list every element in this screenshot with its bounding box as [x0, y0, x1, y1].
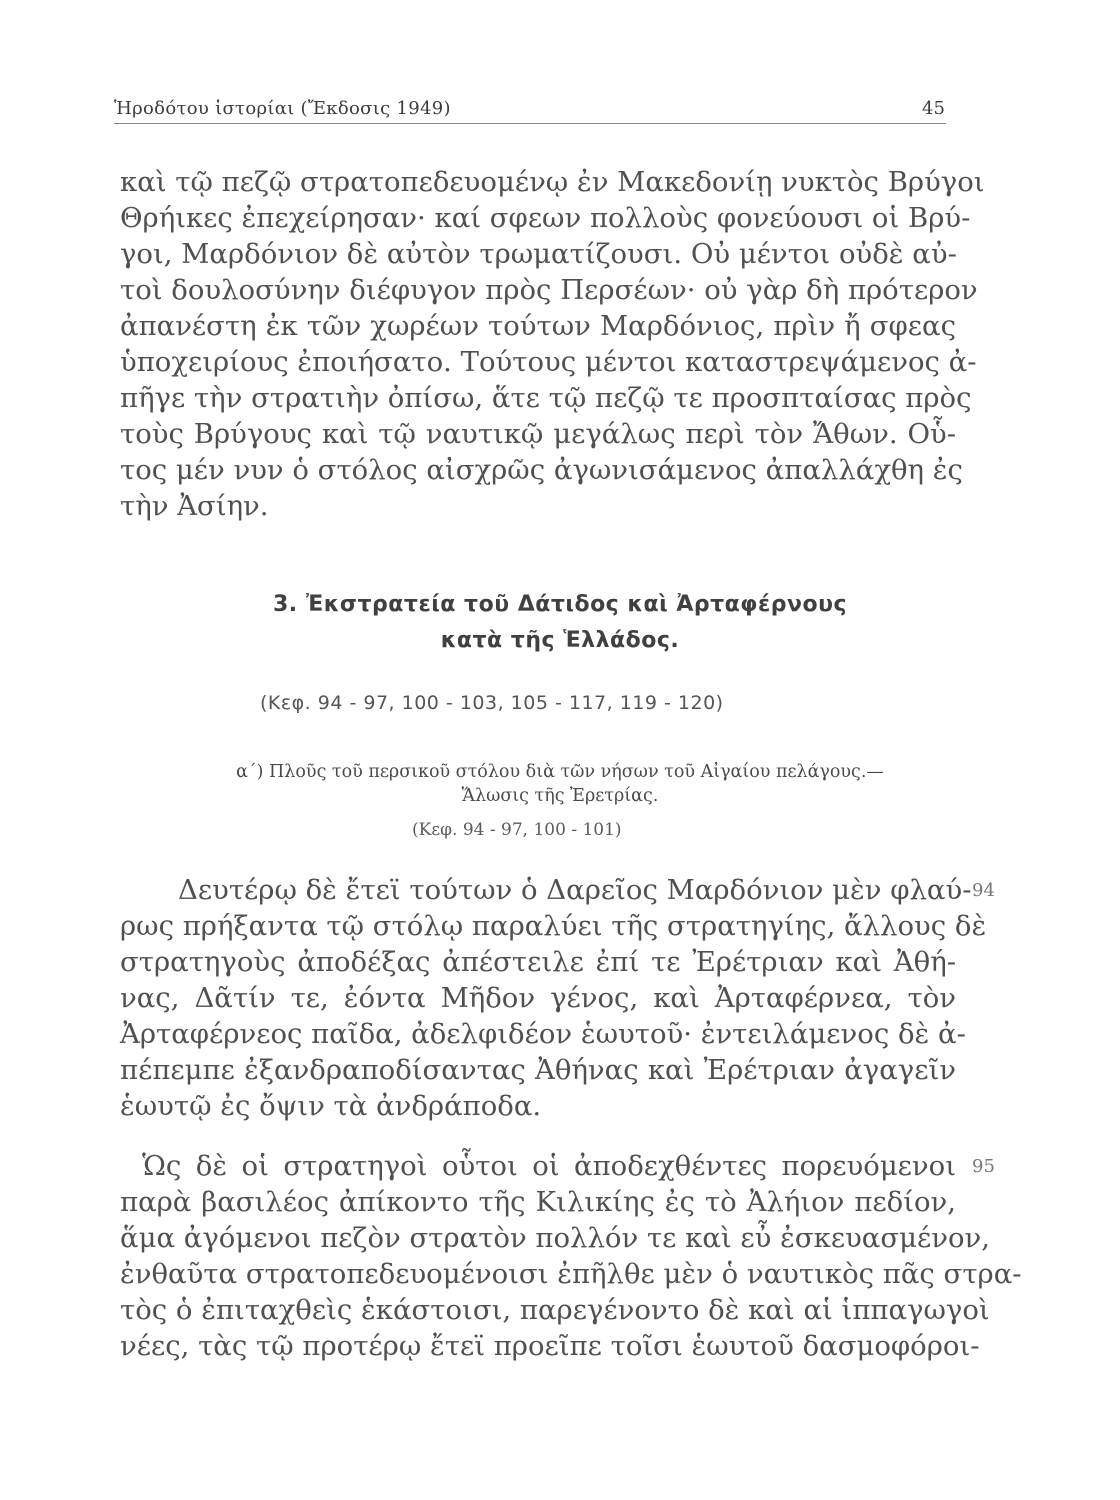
chapter-title: 3. Ἐκστρατεία τοῦ Δάτιδος καὶ Ἀρταφέρνους [273, 592, 847, 617]
text-line: νέες, τὰς τῷ προτέρῳ ἔτεϊ προεῖπε τοῖσι ἑωυτοῦ δασμοφόροι- [120, 1330, 980, 1362]
text-line: Δευτέρῳ δὲ ἔτεϊ τούτων ὁ Δαρεῖος Μαρδόνιον μὲν φλαύ- [178, 874, 972, 906]
marginal-chapter-number: 94 [972, 880, 995, 901]
subsection-reference: (Κεφ. 94 - 97, 100 - 101) [412, 820, 622, 840]
running-title: Ἡροδότου ἱστορίαι (Ἔκδοσις 1949) [114, 98, 451, 119]
text-line: τὴν Ἀσίην. [120, 490, 269, 522]
text-line: πέπεμπε ἐξανδραποδίσαντας Ἀθήνας καὶ Ἐρέτριαν ἀγαγεῖν [120, 1054, 956, 1086]
text-line: ρως πρήξαντα τῷ στόλῳ παραλύει τῆς στρατηγίης, ἄλλους δὲ [120, 910, 987, 942]
chapter-title-continued: κατὰ τῆς Ἑλλάδος. [440, 628, 680, 653]
chapter-reference: (Κεφ. 94 - 97, 100 - 103, 105 - 117, 119 - 120) [260, 692, 724, 714]
text-line: τὸς ὁ ἐπιταχθεὶς ἑκάστοισι, παρεγένοντο δὲ καὶ αἱ ἱππαγωγοὶ [120, 1294, 990, 1326]
text-line: τος μέν νυν ὁ στόλος αἰσχρῶς ἀγωνισάμενος ἀπαλλάχθη ἐς [120, 454, 963, 486]
text-line: νας, Δᾶτίν τε, ἐόντα Μῆδον γένος, καὶ Ἀρταφέρνεα, τὸν [120, 982, 956, 1014]
text-line: τοὶ δουλοσύνην διέφυγον πρὸς Περσέων· οὐ γὰρ δὴ πρότερον [120, 274, 978, 306]
text-line: Θρήικες ἐπεχείρησαν· καί σφεων πολλοὺς φονεύουσι οἱ Βρύ- [120, 202, 971, 234]
marginal-chapter-number: 95 [972, 1156, 995, 1177]
header-rule [114, 123, 946, 124]
subsection-title: α΄) Πλοῦς τοῦ περσικοῦ στόλου διὰ τῶν νήσων τοῦ Αἰγαίου πελάγους.— [236, 762, 884, 782]
text-line: πῆγε τὴν στρατιὴν ὀπίσω, ἅτε τῷ πεζῷ τε προσπταίσας πρὸς [120, 382, 972, 414]
text-line: καὶ τῷ πεζῷ στρατοπεδευομένῳ ἐν Μακεδονίῃ νυκτὸς Βρύγοι [120, 166, 985, 198]
text-line: Ἀρταφέρνεος παῖδα, ἀδελφιδέον ἑωυτοῦ· ἐντειλάμενος δὲ ἀ- [120, 1018, 966, 1050]
page-number: 45 [922, 98, 945, 119]
text-line: γοι, Μαρδόνιον δὲ αὐτὸν τρωματίζουσι. Οὐ μέντοι οὐδὲ αὐ- [120, 238, 957, 270]
text-line: Ὡς δὲ οἱ στρατηγοὶ οὗτοι οἱ ἀποδεχθέντες πορευόμενοι [142, 1150, 956, 1182]
text-line: ὑποχειρίους ἐποιήσατο. Τούτους μέντοι καταστρεψάμενος ἀ- [120, 346, 977, 378]
subsection-title-continued: Ἅλωσις τῆς Ἐρετρίας. [461, 786, 659, 806]
text-line: ἀπανέστη ἐκ τῶν χωρέων τούτων Μαρδόνιος, πρὶν ἤ σφεας [120, 310, 956, 342]
text-line: παρὰ βασιλέος ἀπίκοντο τῆς Κιλικίης ἐς τὸ Ἀλήιον πεδίον, [120, 1186, 956, 1218]
text-line: τοὺς Βρύγους καὶ τῷ ναυτικῷ μεγάλως περὶ τὸν Ἄθων. Οὗ- [120, 418, 956, 450]
text-line: ἅμα ἀγόμενοι πεζὸν στρατὸν πολλόν τε καὶ εὖ ἐσκευασμένον, [120, 1222, 990, 1254]
text-line: ἑωυτῷ ἐς ὄψιν τὰ ἀνδράποδα. [120, 1090, 542, 1122]
text-line: στρατηγοὺς ἀποδέξας ἀπέστειλε ἐπί τε Ἐρέτριαν καὶ Ἀθή- [120, 946, 956, 978]
text-line: ἐνθαῦτα στρατοπεδευομένοισι ἐπῆλθε μὲν ὁ ναυτικὸς πᾶς στρα- [120, 1258, 1022, 1290]
